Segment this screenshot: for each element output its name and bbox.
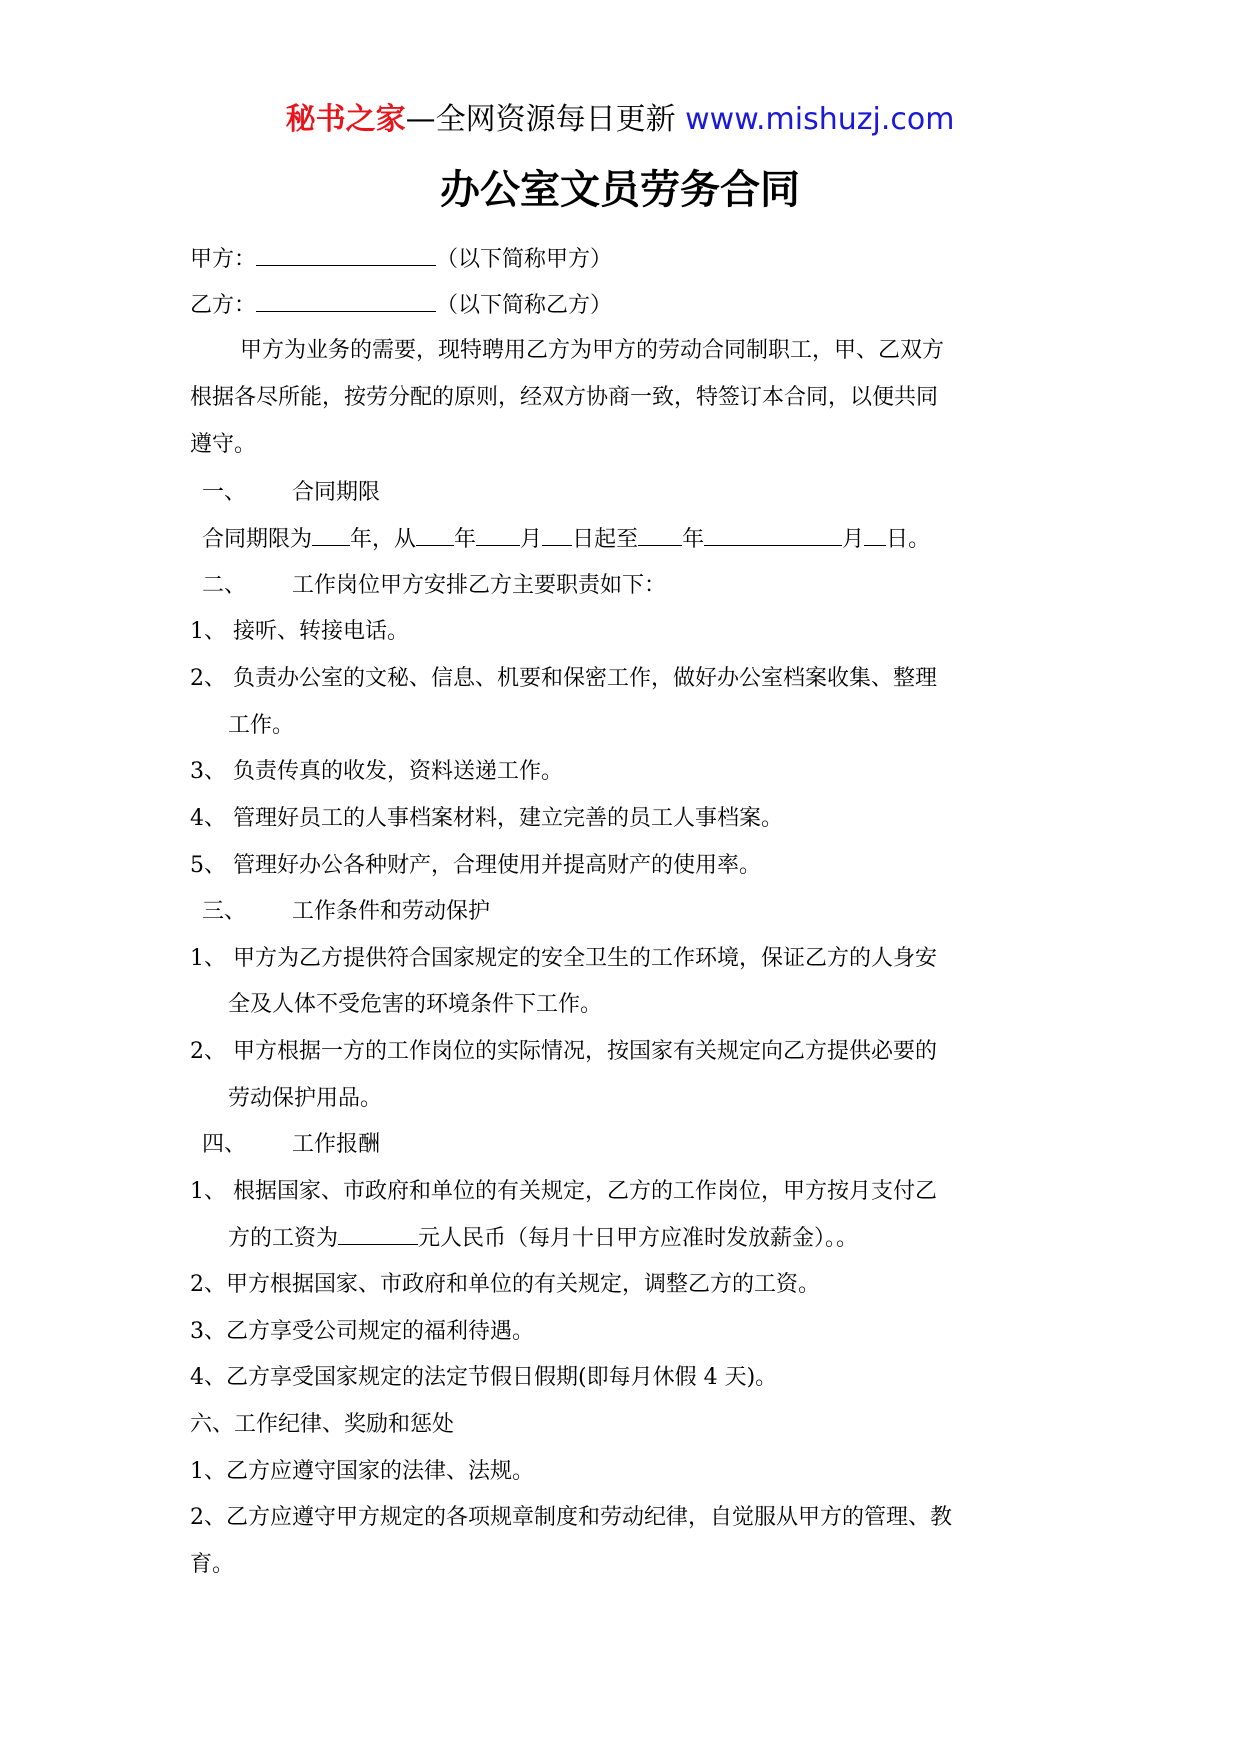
section-4-heading <box>202 1129 380 1161</box>
banner-brand: 秘书之家 <box>285 102 406 137</box>
list-item: 2、乙方应遵守甲方规定的各项规章制度和劳动纪律，自觉服从甲方的管理、教 <box>190 1505 952 1530</box>
list-item: 2、 甲方根据一方的工作岗位的实际情况，按国家有关规定向乙方提供必要的 <box>190 1039 937 1064</box>
salary-blank <box>338 1222 418 1245</box>
term-text: 年，从 <box>350 527 417 552</box>
section-title: 工作报酬 <box>292 1132 381 1157</box>
salary-text: 方的工资为 <box>228 1226 339 1251</box>
intro-line: 甲方为业务的需要，现特聘用乙方为甲方的劳动合同制职工，甲、乙双方 <box>240 338 945 363</box>
banner-url-link[interactable]: www.mishuzj.com <box>685 102 955 137</box>
term-line <box>202 523 930 556</box>
section-number: 一、 <box>202 480 247 505</box>
party-a-blank <box>256 243 436 266</box>
party-a-label: 甲方： <box>190 247 257 272</box>
section-number: 三、 <box>202 899 247 924</box>
list-item-continuation: 劳动保护用品。 <box>228 1086 383 1111</box>
section-number: 四、 <box>202 1132 247 1157</box>
term-text: 年 <box>682 527 705 552</box>
document-title: 办公室文员劳务合同 <box>440 167 800 213</box>
section-title: 合同期限 <box>292 480 381 505</box>
section-6-heading: 六、工作纪律、奖励和惩处 <box>190 1412 455 1437</box>
section-1-heading <box>202 477 380 509</box>
list-item: 4、 管理好员工的人事档案材料，建立完善的员工人事档案。 <box>190 806 783 831</box>
term-blank <box>542 523 572 546</box>
term-blank <box>638 523 682 546</box>
section-2-heading <box>202 570 666 602</box>
salary-text: 元人民币（每月十日甲方应准时发放薪金）。。 <box>418 1226 859 1251</box>
party-b-line <box>190 289 612 322</box>
term-blank <box>704 523 842 546</box>
list-item: 2、 负责办公室的文秘、信息、机要和保密工作，做好办公室档案收集、整理 <box>190 666 937 691</box>
site-banner <box>0 100 1240 140</box>
list-item: 3、乙方享受公司规定的福利待遇。 <box>190 1319 534 1344</box>
party-a-note: （以下简称甲方） <box>436 247 613 272</box>
list-item-continuation: 工作。 <box>228 713 295 738</box>
term-blank <box>312 523 350 546</box>
list-item: 2、甲方根据国家、市政府和单位的有关规定，调整乙方的工资。 <box>190 1272 820 1297</box>
section-title: 工作条件和劳动保护 <box>292 899 491 924</box>
term-text: 月 <box>520 527 543 552</box>
term-blank <box>864 523 886 546</box>
term-text: 日起至 <box>572 527 639 552</box>
banner-tagline: —全网资源每日更新 <box>405 102 676 137</box>
party-b-label: 乙方： <box>190 293 257 318</box>
list-item-continuation: 育。 <box>190 1552 235 1577</box>
term-text: 年 <box>454 527 477 552</box>
intro-line: 根据各尽所能，按劳分配的原则，经双方协商一致，特签订本合同，以便共同 <box>190 385 939 410</box>
term-text: 月 <box>842 527 865 552</box>
term-text: 合同期限为 <box>202 527 313 552</box>
party-b-blank <box>256 289 436 312</box>
list-item: 1、乙方应遵守国家的法律、法规。 <box>190 1459 534 1484</box>
list-item: 1、 根据国家、市政府和单位的有关规定，乙方的工作岗位，甲方按月支付乙 <box>190 1179 937 1204</box>
list-item: 4、乙方享受国家规定的法定节假日假期(即每月休假 4 天)。 <box>190 1365 778 1390</box>
term-text: 日。 <box>886 527 931 552</box>
party-b-note: （以下简称乙方） <box>436 293 613 318</box>
list-item: 1、 接听、转接电话。 <box>190 619 409 644</box>
term-blank <box>416 523 454 546</box>
party-a-line <box>190 243 612 276</box>
list-item: 3、 负责传真的收发，资料送递工作。 <box>190 759 563 784</box>
section-number: 二、 <box>202 573 247 598</box>
term-blank <box>476 523 520 546</box>
section-3-heading <box>202 896 490 928</box>
list-item: 5、 管理好办公各种财产，合理使用并提高财产的使用率。 <box>190 853 761 878</box>
list-item: 1、 甲方为乙方提供符合国家规定的安全卫生的工作环境，保证乙方的人身安 <box>190 946 937 971</box>
list-item-continuation: 全及人体不受危害的环境条件下工作。 <box>228 992 603 1017</box>
salary-line <box>228 1222 858 1255</box>
intro-line: 遵守。 <box>190 432 257 457</box>
section-title: 工作岗位甲方安排乙方主要职责如下： <box>292 573 667 598</box>
